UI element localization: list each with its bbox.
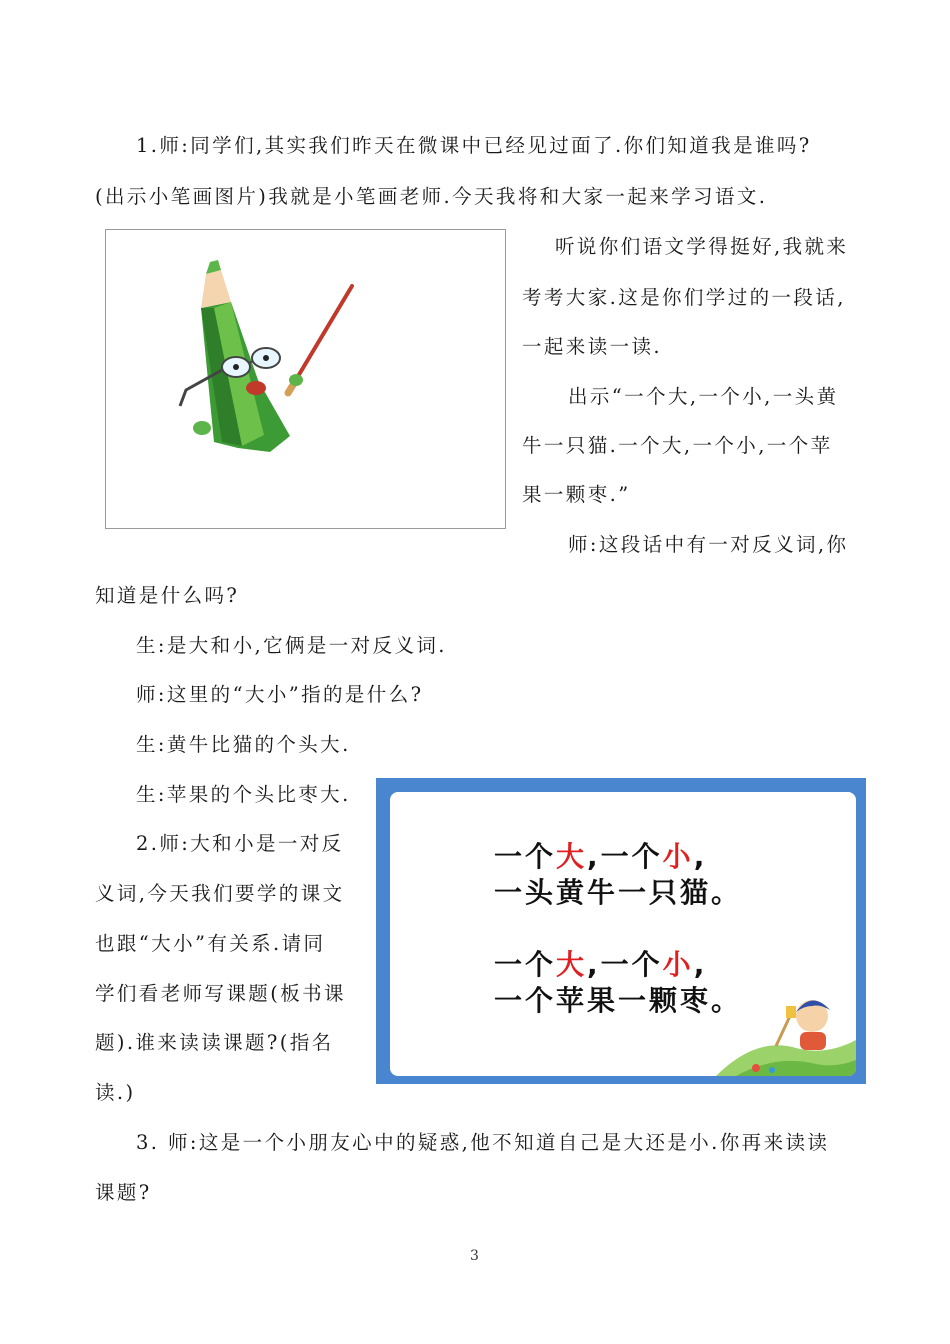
text-line: 一起来读一读.: [522, 335, 662, 358]
text-line: 生:是大和小,它俩是一对反义词.: [136, 634, 447, 657]
text-line: 师:这里的“大小”指的是什么?: [136, 683, 424, 706]
card-line-4: 一个苹果一颗枣。: [494, 984, 743, 1017]
text-line: 生:黄牛比猫的个头大.: [136, 733, 351, 756]
text-line: 生:苹果的个头比枣大.: [136, 783, 351, 806]
text-line: 听说你们语文学得挺好,我就来: [555, 235, 849, 258]
child-decoration-icon: [716, 976, 856, 1076]
lesson-card-panel: [390, 792, 856, 1076]
lesson-card-image: [376, 778, 866, 1084]
text-line: 学们看老师写课题(板书课: [95, 982, 346, 1005]
card-line-2: 一头黄牛一只猫。: [494, 876, 743, 909]
text-line: 题).谁来读读课题?(指名: [95, 1031, 334, 1054]
text-line: 师:这段话中有一对反义词,你: [568, 533, 849, 556]
page-number: 3: [470, 1248, 479, 1264]
text-line: 义词,今天我们要学的课文: [95, 882, 345, 905]
text-line: 1.师:同学们,其实我们昨天在微课中已经见过面了.你们知道我是谁吗?: [136, 134, 812, 157]
card-line-3: 一个大,一个小,: [494, 948, 708, 981]
text-line: 考考大家.这是你们学过的一段话,: [522, 286, 846, 309]
text-line: 读.): [95, 1081, 136, 1104]
text-line: 出示“一个大,一个小,一头黄: [568, 385, 839, 408]
text-line: 牛一只猫.一个大,一个小,一个苹: [522, 434, 833, 457]
card-line-1: 一个大,一个小,: [494, 840, 708, 873]
text-line: 也跟“大小”有关系.请同: [95, 932, 326, 955]
text-line: (出示小笔画图片)我就是小笔画老师.今天我将和大家一起来学习语文.: [95, 185, 768, 208]
pencil-teacher-icon: [106, 230, 505, 528]
text-line: 2.师:大和小是一对反: [136, 832, 344, 855]
text-line: 果一颗枣.”: [522, 483, 631, 506]
text-line: 3. 师:这是一个小朋友心中的疑惑,他不知道自己是大还是小.你再来读读: [136, 1131, 830, 1154]
text-line: 课题?: [95, 1181, 152, 1204]
pencil-teacher-image: [105, 229, 506, 529]
text-line: 知道是什么吗?: [95, 584, 240, 607]
